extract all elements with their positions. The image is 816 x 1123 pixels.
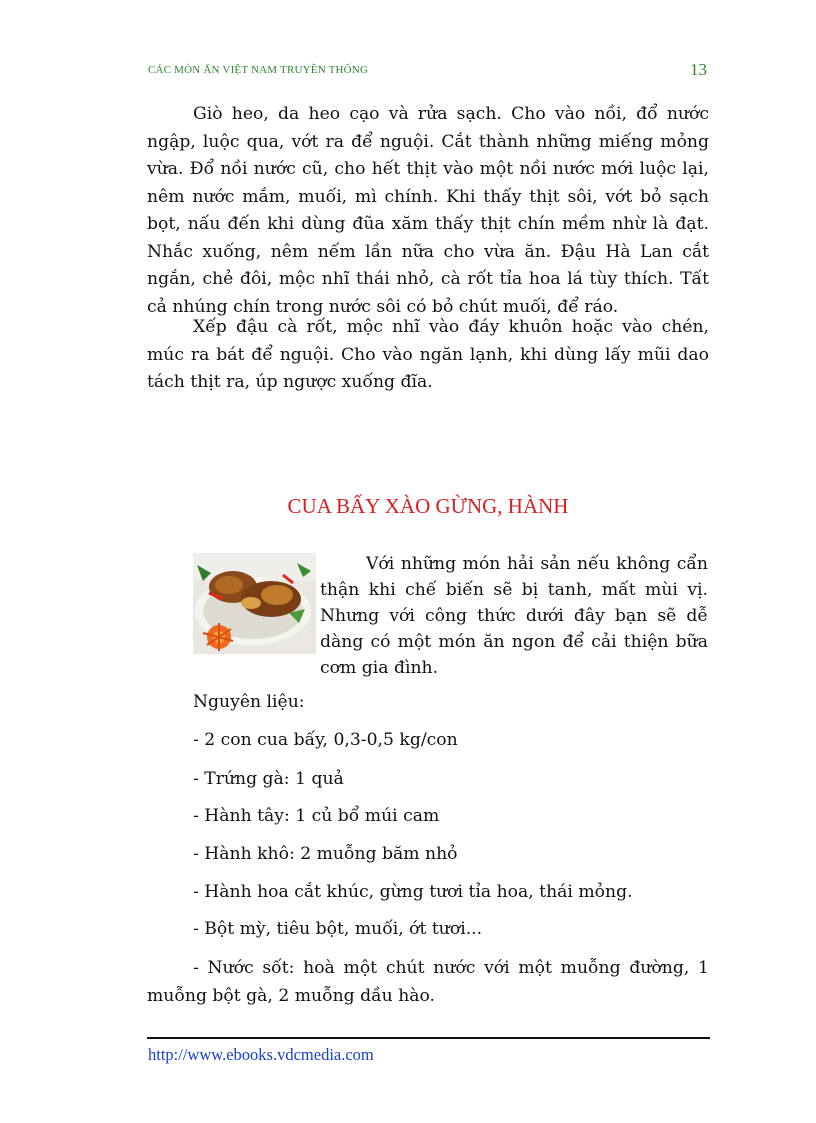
ingredient-item: - Hành tây: 1 củ bổ múi cam — [193, 806, 440, 826]
ingredient-item: - Trứng gà: 1 quả — [193, 769, 344, 789]
footer-divider — [147, 1037, 710, 1039]
recipe-intro — [320, 551, 708, 681]
ingredient-item: - Hành khô: 2 muỗng băm nhỏ — [193, 844, 458, 864]
paragraph-text: Xếp đậu cà rốt, mộc nhĩ vào đáy khuôn hoặc vào chén, múc ra bát để nguội. Cho vào ngăn lạnh, khi dùng lấy mũi dao tách thịt ra, úp ngược xuống đĩa. — [147, 317, 709, 392]
body-paragraph-1 — [147, 101, 709, 321]
fried-crab-dish-photo — [193, 553, 316, 654]
footer-url-link[interactable]: http://www.ebooks.vdcmedia.com — [148, 1045, 374, 1064]
body-paragraph-2 — [147, 314, 709, 397]
ingredient-item: - 2 con cua bấy, 0,3-0,5 kg/con — [193, 730, 458, 750]
ingredient-item: - Hành hoa cắt khúc, gừng tươi tỉa hoa, thái mỏng. — [193, 882, 633, 902]
running-header: CÁC MÓN ĂN VIỆT NAM TRUYỀN THỐNG — [148, 64, 369, 76]
ingredients-heading: Nguyên liệu: — [193, 692, 305, 712]
sauce-text: - Nước sốt: hoà một chút nước với một muỗng đường, 1 muỗng bột gà, 2 muỗng dầu hào. — [147, 958, 709, 1006]
dish-photo-illustration — [193, 553, 316, 654]
recipe-title: CUA BẤY XÀO GỪNG, HÀNH — [287, 494, 569, 518]
page-number: 13 — [690, 60, 707, 79]
sauce-instruction — [147, 955, 709, 1010]
paragraph-text: Giò heo, da heo cạo và rửa sạch. Cho vào nồi, đổ nước ngập, luộc qua, vớt ra để nguội. Cắt thành những miếng mỏng vừa. Đổ nồi nước cũ, cho hết thịt vào một nồi nước mới luộc lại, nêm nước mắm, muối, mì chính. Khi thấy thịt sôi, vớt bỏ sạch bọt, nấu đến khi dùng đũa xăm thấy thịt chín mềm nhừ là đạt. Nhắc xuống, nêm nếm lần nữa cho vừa ăn. Đậu Hà Lan cắt ngắn, chẻ đôi, mộc nhĩ thái nhỏ, cà rốt tỉa hoa lá tùy thích. Tất cả nhúng chín trong nước sôi có bỏ chút muối, để ráo. — [147, 104, 709, 317]
ingredient-item: - Bột mỳ, tiêu bột, muối, ớt tươi... — [193, 919, 483, 939]
intro-text: Với những món hải sản nếu không cẩn thận khi chế biến sẽ bị tanh, mất mùi vị. Nhưng với công thức dưới đây bạn sẽ dễ dàng có một món ăn ngon để cải thiện bữa cơm gia đình. — [320, 554, 708, 678]
